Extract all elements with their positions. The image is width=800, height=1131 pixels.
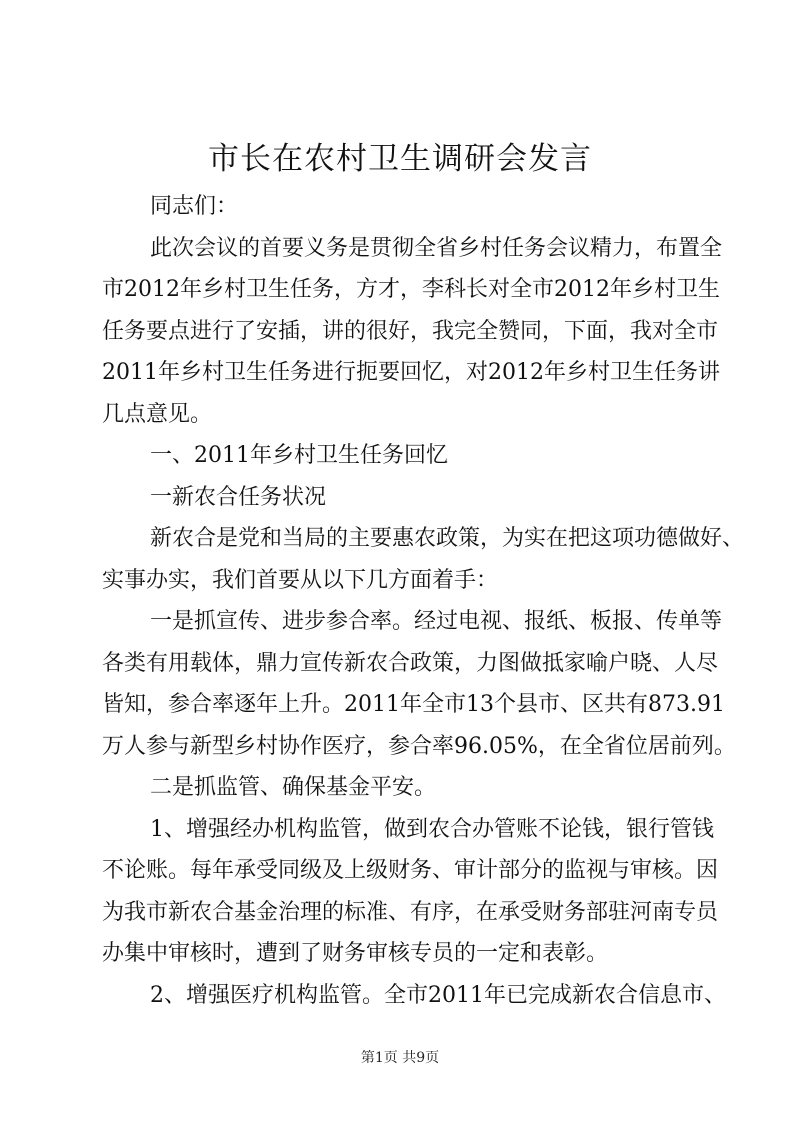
paragraph-line: 办集中审核时，遭到了财务审核专员的一定和表彰。 bbox=[102, 941, 609, 966]
paragraph-line: 实事办实，我们首要从以下几方面着手： bbox=[102, 567, 499, 593]
salutation: 同志们： bbox=[150, 194, 239, 219]
paragraph-line: 为我市新农合基金治理的标准、有序，在承受财务部驻河南专员 bbox=[102, 899, 719, 925]
paragraph-line: 各类有用载体，鼎力宣传新农合政策，力图做抵家喻户晓、人尽 bbox=[102, 650, 719, 676]
subsection-heading: 一新农合任务状况 bbox=[150, 484, 327, 510]
document-title: 市长在农村卫生调研会发言 bbox=[208, 141, 592, 177]
paragraph-line: 2、增强医疗机构监管。全市2011年已完成新农合信息市、 bbox=[150, 982, 726, 1008]
paragraph-line: 1、增强经办机构监管，做到农合办管账不论钱，银行管钱 bbox=[150, 816, 714, 842]
paragraph-line: 皆知，参合率逐年上升。2011年全市13个县市、区共有873.91 bbox=[102, 692, 725, 717]
paragraph-line: 此次会议的首要义务是贯彻全省乡村任务会议精力，布置全 bbox=[150, 235, 723, 261]
paragraph-line: 二是抓监管、确保基金平安。 bbox=[150, 775, 437, 800]
paragraph-line: 一是抓宣传、进步参合率。经过电视、报纸、板报、传单等 bbox=[150, 609, 723, 634]
section-heading: 一、2011年乡村卫生任务回忆 bbox=[150, 443, 448, 468]
document-body bbox=[102, 186, 745, 1016]
paragraph-line: 不论账。每年承受同级及上级财务、审计部分的监视与审核。因 bbox=[102, 858, 719, 883]
paragraph-line: 新农合是党和当局的主要惠农政策，为实在把这项功德做好、 bbox=[150, 526, 745, 551]
page-footer: 第1页 共9页 bbox=[360, 1050, 440, 1066]
paragraph-line: 市2012年乡村卫生任务，方才，李科长对全市2012年乡村卫生 bbox=[102, 277, 720, 302]
paragraph-line: 万人参与新型乡村协作医疗，参合率96.05%，在全省位居前列。 bbox=[102, 733, 736, 759]
paragraph-line: 任务要点进行了安插，讲的很好，我完全赞同，下面，我对全市 bbox=[102, 318, 719, 344]
paragraph-line: 2011年乡村卫生任务进行扼要回忆，对2012年乡村卫生任务讲 bbox=[102, 360, 720, 385]
paragraph-line: 几点意见。 bbox=[102, 401, 213, 427]
